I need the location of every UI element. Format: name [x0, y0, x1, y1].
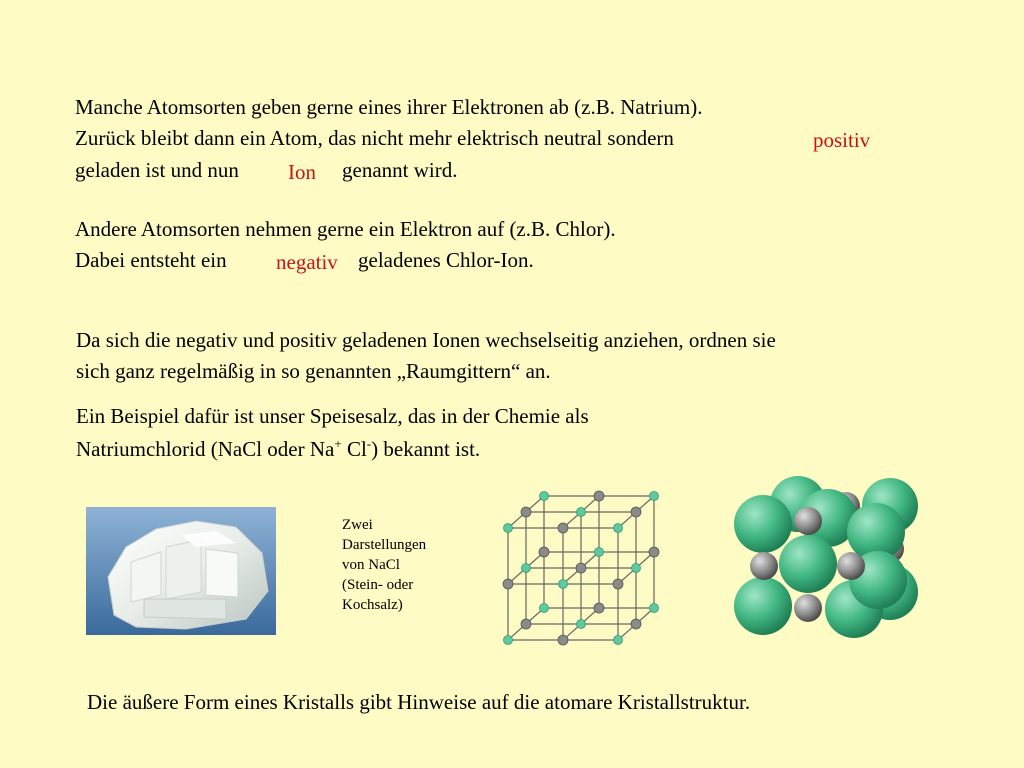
- formula-text-c: ) bekannt ist.: [371, 437, 481, 461]
- para3-line1: Da sich die negativ und positiv geladenen Ionen wechselseitig anziehen, ordnen sie: [76, 328, 776, 352]
- footer-text: Die äußere Form eines Kristalls gibt Hinweise auf die atomare Kristallstruktur.: [87, 690, 751, 714]
- sodium-ion: [540, 492, 549, 501]
- sodium-ion: [650, 492, 659, 501]
- answer-positiv: positiv: [813, 128, 871, 152]
- chloride-ion: [558, 635, 568, 645]
- chloride-ion: [521, 507, 531, 517]
- para3-line2: sich ganz regelmäßig in so genannten „Raumgittern“ an.: [76, 359, 551, 383]
- nacl-lattice-diagram: [498, 478, 718, 648]
- para1-line3b: genannt wird.: [342, 158, 458, 182]
- chloride-ion: [576, 563, 586, 573]
- para2-line2b: geladenes Chlor-Ion.: [358, 248, 534, 272]
- para4-line1: Ein Beispiel dafür ist unser Speisesalz, das in der Chemie als: [76, 404, 589, 428]
- chloride-ion: [613, 579, 623, 589]
- formula-text-b: Cl: [341, 437, 367, 461]
- sodium-ion: [540, 604, 549, 613]
- chloride-ion: [521, 619, 531, 629]
- sodium-ion: [504, 636, 513, 645]
- sodium-ion: [522, 564, 531, 573]
- chloride-ion: [631, 507, 641, 517]
- sodium-ion: [632, 564, 641, 573]
- caption-line: (Stein- oder: [342, 577, 414, 593]
- sodium-charge: +: [334, 436, 342, 451]
- answer-negativ: negativ: [276, 250, 338, 274]
- sodium-ion: [650, 604, 659, 613]
- sodium-ion: [504, 524, 513, 533]
- answer-ion: Ion: [288, 160, 316, 184]
- salt-crystal-photo: [86, 507, 276, 635]
- chloride-ion: [558, 523, 568, 533]
- para2-line1: Andere Atomsorten nehmen gerne ein Elektron auf (z.B. Chlor).: [75, 217, 616, 241]
- figure-caption: [342, 515, 426, 615]
- chloride-ion: [503, 579, 513, 589]
- para1-line1: Manche Atomsorten geben gerne eines ihrer Elektronen ab (z.B. Natrium).: [75, 95, 703, 119]
- nacl-space-filling-model: [728, 474, 928, 644]
- chloride-ion: [594, 491, 604, 501]
- sodium-ion: [614, 636, 623, 645]
- sodium-ion: [595, 548, 604, 557]
- chloride-ion: [631, 619, 641, 629]
- chloride-ion: [539, 547, 549, 557]
- caption-line: Darstellungen: [342, 537, 427, 553]
- chlorine-charge: -: [366, 436, 372, 451]
- chloride-ion: [649, 547, 659, 557]
- formula-text-a: Natriumchlorid (NaCl oder Na: [76, 437, 335, 461]
- para1-line3a: geladen ist und nun: [75, 158, 239, 182]
- para2-line2a: Dabei entsteht ein: [75, 248, 227, 272]
- caption-line: Zwei: [342, 517, 373, 533]
- sodium-ion: [614, 524, 623, 533]
- sodium-ion: [577, 620, 586, 629]
- sodium-ion: [577, 508, 586, 517]
- sodium-ion: [559, 580, 568, 589]
- caption-line: von NaCl: [342, 557, 400, 573]
- chloride-ion: [594, 603, 604, 613]
- para4-line2: [76, 437, 480, 460]
- caption-line: Kochsalz): [342, 597, 403, 613]
- para1-line2: Zurück bleibt dann ein Atom, das nicht mehr elektrisch neutral sondern: [75, 126, 674, 150]
